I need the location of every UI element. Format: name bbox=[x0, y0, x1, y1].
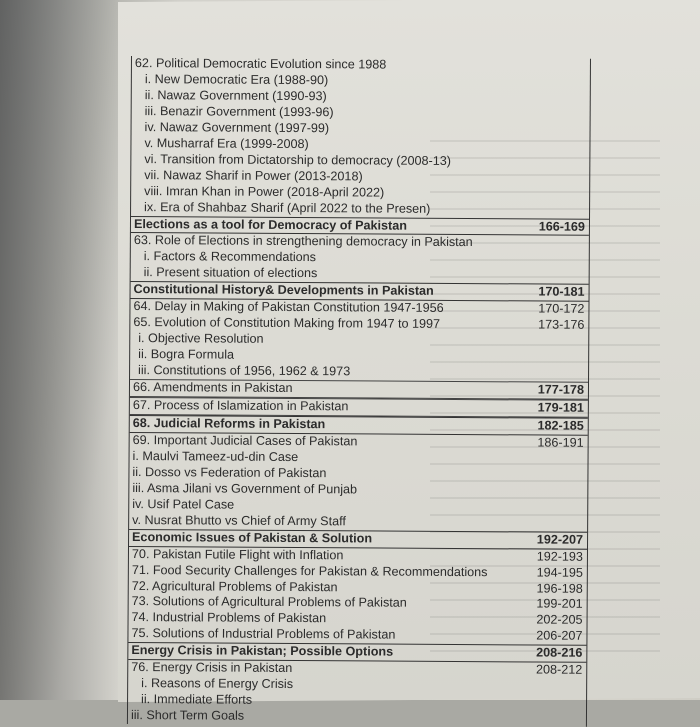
toc-entry-title: iv. Nawaz Government (1997-99) bbox=[135, 120, 514, 138]
toc-entry-title: iii. Asma Jilani vs Government of Punjab bbox=[132, 481, 511, 499]
toc-entry-title: iii. Constitutions of 1956, 1962 & 1973 bbox=[133, 363, 512, 381]
toc-entry-page: 173-176 bbox=[512, 318, 584, 334]
toc-entry bbox=[129, 513, 587, 532]
toc-entry-page: 206-207 bbox=[510, 629, 582, 645]
toc-entry-title: ii. Nawaz Government (1990-93) bbox=[135, 88, 514, 106]
toc-entry-title: ii. Dosso vs Federation of Pakistan bbox=[132, 465, 511, 483]
toc-entry-page: 170-172 bbox=[512, 302, 584, 318]
toc-entry-title: iv. Usif Patel Case bbox=[132, 497, 511, 515]
toc-entry-title: 69. Important Judicial Cases of Pakistan bbox=[133, 433, 512, 451]
toc-entry-page: 194-195 bbox=[511, 565, 583, 581]
toc-entry-page: 192-207 bbox=[511, 532, 583, 548]
toc-entry-title: Elections as a tool for Democracy of Pakistan bbox=[134, 217, 513, 235]
toc-entry-title: 73. Solutions of Agricultural Problems of Pakistan bbox=[132, 594, 511, 612]
toc-entry-title: 70. Pakistan Futile Flight with Inflation bbox=[132, 547, 511, 565]
table-of-contents bbox=[127, 56, 591, 727]
toc-entry-title: 71. Food Security Challenges for Pakistan & Recommendations bbox=[132, 563, 511, 581]
toc-entry-title: 74. Industrial Problems of Pakistan bbox=[132, 610, 511, 628]
toc-entry-title: 68. Judicial Reforms in Pakistan bbox=[133, 416, 512, 434]
toc-entry-title: ii. Present situation of elections bbox=[134, 265, 513, 283]
book-gutter-shadow bbox=[0, 0, 120, 700]
toc-entry bbox=[131, 200, 589, 219]
toc-entry bbox=[128, 626, 586, 645]
toc-entry-title: ix. Era of Shahbaz Sharif (April 2022 to the Presen) bbox=[134, 200, 513, 218]
toc-entry-title: vi. Transition from Dictatorship to democracy (2008-13) bbox=[134, 152, 513, 170]
toc-entry-title: iii. Benazir Government (1993-96) bbox=[135, 104, 514, 122]
toc-entry-page: 182-185 bbox=[512, 418, 584, 434]
toc-entry-title: ii. Immediate Efforts bbox=[131, 692, 510, 710]
toc-entry-title: Energy Crisis in Pakistan; Possible Options bbox=[131, 643, 510, 661]
toc-entry-page: 179-181 bbox=[512, 400, 584, 416]
toc-entry-title: i. New Democratic Era (1988-90) bbox=[135, 72, 514, 90]
toc-entry-page: 192-193 bbox=[511, 549, 583, 565]
toc-entry-title: Economic Issues of Pakistan & Solution bbox=[132, 530, 511, 548]
toc-entry-title: 72. Agricultural Problems of Pakistan bbox=[132, 579, 511, 597]
toc-entry-title: 66. Amendments in Pakistan bbox=[133, 380, 512, 398]
toc-entry-page: 170-181 bbox=[513, 285, 585, 301]
toc-entry-page: 196-198 bbox=[511, 581, 583, 597]
toc-entry-page: 208-212 bbox=[510, 663, 582, 679]
toc-entry-title: 67. Process of Islamization in Pakistan bbox=[133, 398, 512, 416]
toc-entry-title: 63. Role of Elections in strengthening democracy in Pakistan bbox=[134, 234, 513, 252]
toc-entry-title: viii. Imran Khan in Power (2018-April 2022) bbox=[134, 184, 513, 202]
toc-entry-title: 76. Energy Crisis in Pakistan bbox=[131, 660, 510, 678]
toc-entry-page: 202-205 bbox=[511, 613, 583, 629]
toc-entry-title: iii. Short Term Goals bbox=[131, 708, 510, 726]
toc-entry-title: i. Factors & Recommendations bbox=[134, 249, 513, 267]
toc-entry-page: 199-201 bbox=[511, 597, 583, 613]
toc-entry-title: vii. Nawaz Sharif in Power (2013-2018) bbox=[134, 168, 513, 186]
toc-entry-title: i. Objective Resolution bbox=[133, 331, 512, 349]
toc-entry-title: 65. Evolution of Constitution Making from 1947 to 1997 bbox=[133, 315, 512, 333]
toc-entry-page: 166-169 bbox=[513, 219, 585, 235]
toc-entry-title: 75. Solutions of Industrial Problems of Pakistan bbox=[131, 626, 510, 644]
toc-entry bbox=[130, 363, 588, 382]
toc-entry bbox=[128, 708, 586, 727]
toc-entry-title: i. Maulvi Tameez-ud-din Case bbox=[133, 449, 512, 467]
toc-entry-title: 64. Delay in Making of Pakistan Constitution 1947-1956 bbox=[133, 299, 512, 317]
toc-entry-title: 62. Political Democratic Evolution since 1988 bbox=[135, 56, 514, 74]
toc-entry bbox=[131, 265, 589, 284]
toc-entry-title: Constitutional History& Developments in Pakistan bbox=[134, 282, 513, 300]
toc-entry-title: ii. Bogra Formula bbox=[133, 347, 512, 365]
toc-entry-page: 208-216 bbox=[510, 646, 582, 662]
toc-entry-title: i. Reasons of Energy Crisis bbox=[131, 676, 510, 694]
toc-entry-page: 186-191 bbox=[512, 435, 584, 451]
toc-entry-title: v. Nusrat Bhutto vs Chief of Army Staff bbox=[132, 513, 511, 531]
toc-entry-title: v. Musharraf Era (1999-2008) bbox=[134, 136, 513, 154]
toc-entry-page: 177-178 bbox=[512, 382, 584, 398]
